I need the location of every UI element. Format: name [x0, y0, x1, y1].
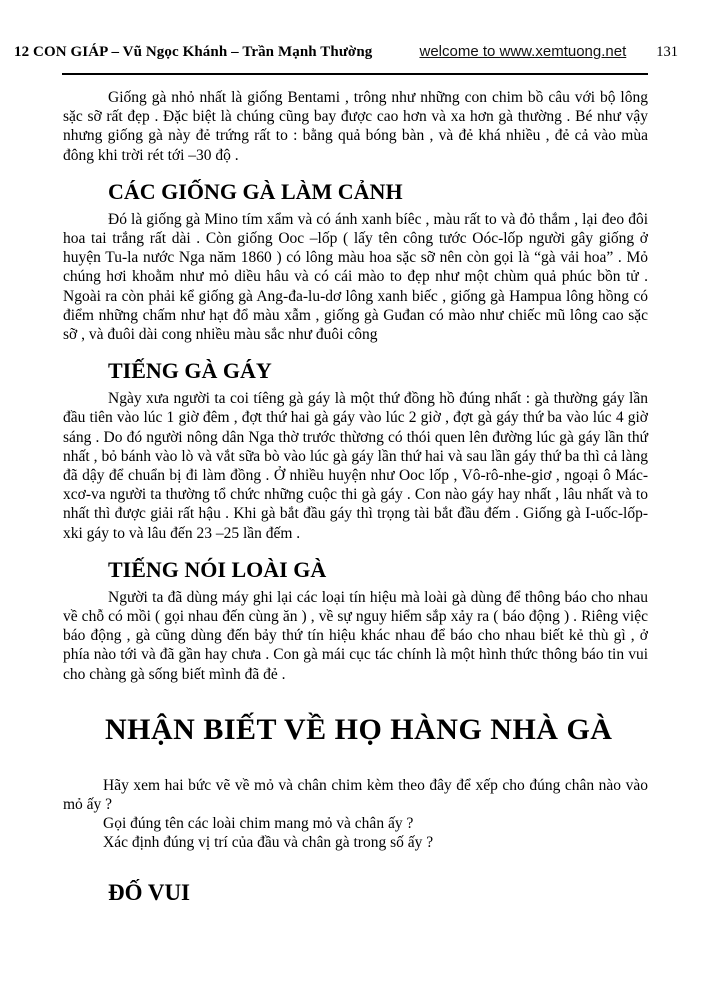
chapter-heading-nhan-biet: NHẬN BIẾT VỀ HỌ HÀNG NHÀ GÀ	[105, 712, 613, 746]
question-item: Xác định đúng vị trí của đầu và chân gà trong số ấy ?	[103, 834, 434, 852]
section-paragraph-tieng-noi-loai-ga: Người ta đã dùng máy ghi lại các loại tín hiệu mà loài gà dùng để thông báo cho nhau về chỗ có mồi ( gọi nhau đến cùng ăn ) , về sự nguy hiểm sắp xảy ra ( báo động ) . Riêng việc báo động , gà cũng dùng đến bảy thứ tín hiệu khác nhau để báo cho nhau biết kẻ thù gì , ở phía nào tới và đã gần hay chưa . Con gà mái cục tác chính là một hình thức thông báo tin vui cho chàng gà sống biết mình đã đẻ .	[63, 588, 648, 683]
page-header	[0, 0, 702, 61]
page-number: 131	[656, 44, 678, 60]
section-paragraph-cac-giong-ga-lam-canh: Đó là giống gà Mino tím xẩm và có ánh xanh bíêc , màu rất to và đỏ thắm , lại đeo đôi hoa tai trắng rất dài . Còn giống Ooc –lốp ( lấy tên công tước Oóc-lốp người gây giống ở huyện Tu-la nước Nga năm 1860 ) có lông màu hoa sặc sỡ nên còn gọi là “gà vải hoa” . Mỏ chúng hơi khoằm như mỏ diều hâu và có cái mào to đẹp như một chùm quả phúc bồn tử . Ngoài ra còn phải kể giống gà Ang-đa-lu-dơ lông xanh biếc , giống gà Hampua lông hồng có điểm những chấm như hạt đổ màu xẫm , giống gà Guđan có mào như chiếc mũ lông cao sặc sỡ , và đuôi dài cong nhiều màu sắc như đuôi công	[63, 210, 648, 344]
question-list	[63, 776, 648, 853]
question-item: Hãy xem hai bức vẽ về mỏ và chân chim kèm theo đây để xếp cho đúng chân nào vào mỏ ấy ?	[63, 776, 648, 814]
book-title: 12 CON GIÁP – Vũ Ngọc Khánh – Trần Mạnh Thường	[14, 44, 373, 60]
section-heading-tieng-ga-gay: TIẾNG GÀ GÁY	[108, 358, 272, 384]
section-heading-do-vui: ĐỐ VUI	[108, 879, 191, 905]
section-heading-cac-giong-ga-lam-canh: CÁC GIỐNG GÀ LÀM CẢNH	[108, 178, 403, 204]
section-heading-tieng-noi-loai-ga: TIẾNG NÓI LOÀI GÀ	[108, 556, 327, 582]
question-item: Gọi đúng tên các loài chim mang mỏ và chân ấy ?	[103, 815, 414, 833]
website-link[interactable]: welcome to www.xemtuong.net	[419, 43, 627, 60]
section-paragraph-tieng-ga-gay: Ngày xưa người ta coi tíêng gà gáy là một thứ đồng hồ đúng nhất : gà thường gáy lần đầu tiên vào lúc 1 giờ đêm , đợt thứ hai gà gáy vào lúc 2 giờ , đợt gà gáy thứ ba vào lúc 4 giờ sáng . Do đó người nông dân Nga thờ trước thừơng có thói quen lên đường lúc gà gáy lần thứ nhất , bỏ bánh vào lò và vắt sữa bò vào lúc gà gáy lần thứ hai và sau lần gáy thứ ba thì cả làng đã dậy để chuẩn bị đi làm đồng . Ở nhiều huyện như Ooc lốp , Vô-rô-nhe-giơ , ngoại ô Mác-xcơ-va người ta thường tổ chức những cuộc thi gà gáy . Con nào gáy hay nhất , lâu nhất và to nhất thì được giải rất hậu . Khi gà bắt đầu gáy thì trọng tài bắt đầu đếm . Giống gà I-uốc-lốp-xki gáy to và lâu đến 23 –25 lần đếm .	[63, 390, 648, 542]
intro-paragraph: Giống gà nhỏ nhất là giống Bentami , trông như những con chim bồ câu với bộ lông sặc sỡ rất đẹp . Đặc biệt là chúng cũng bay được cao hơn và xa hơn gà thường . Bé như vậy nhưng giống gà này đẻ trứng rất to : bằng quả bóng bàn , và đẻ khá nhiều , đẻ cả vào mùa đông khi trời rét tới –30 độ .	[63, 89, 648, 164]
page-content	[0, 88, 702, 905]
header-divider	[62, 73, 648, 75]
